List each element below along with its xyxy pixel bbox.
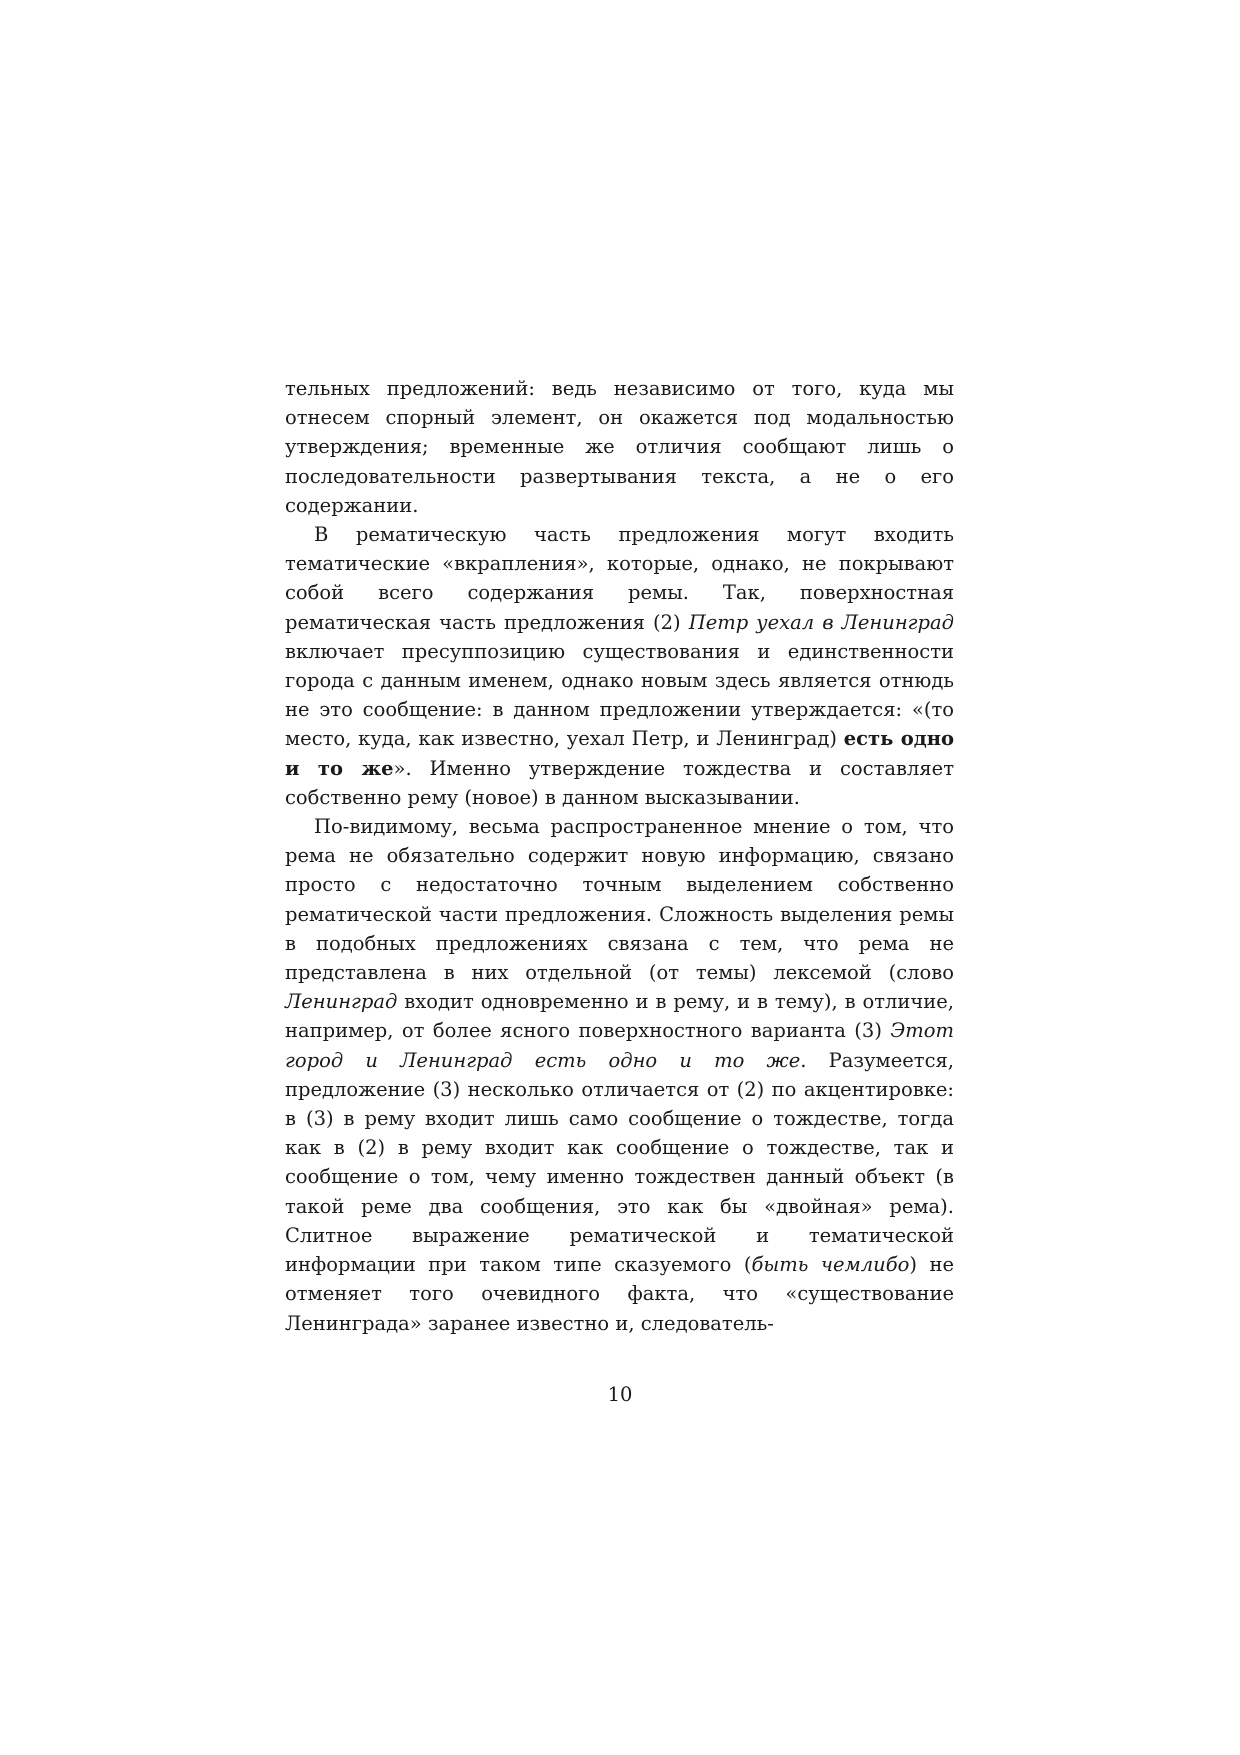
italic-example: Этот город и Ленинград есть одно и то же	[285, 1019, 954, 1072]
body-text	[285, 374, 954, 1338]
italic-example: быть чемлибо	[751, 1253, 910, 1277]
text-segment: По-видимому, весьма распространенное мнение о том, что рема не обязательно содержит новую информацию, связано просто с недостаточно точным выделением собственно рематической части предложения. Сложность выделения ремы в подобных предложениях связана с тем, что рема не представлена в них отдельной (от темы) лексемой (слово	[285, 815, 954, 985]
text-segment: . Разумеется, предложение (3) несколько отличается от (2) по акцентировке: в (3) в рему входит лишь само сообщение о тождестве, тогда как в (2) в рему входит как сообщение о тождестве, так и сообщение о том, чему именно тождествен данный объект (в такой реме два сообщения, это как бы «двойная» рема). Слитное выражение рематической и тематической информации при таком типе сказуемого (	[285, 1048, 954, 1277]
paragraph-continuation	[285, 374, 954, 520]
text-segment: включает пресуппозицию существования и единственности города с данным именем, однако новым здесь является отнюдь не это сообщение: в данном предложении утверждается: «(то место, куда, как известно, уехал Петр, и Ленинград)	[285, 639, 954, 751]
italic-example: Петр уехал в Ленинград	[688, 610, 954, 634]
paragraph-rheme-inclusions	[285, 520, 954, 812]
text-segment: ». Именно утверждение тождества и составляет собственно рему (новое) в данном высказывании.	[285, 756, 954, 809]
text-segment: входит одновременно и в рему, и в тему), в отличие, например, от более ясного поверхностного варианта (3)	[285, 990, 954, 1043]
text-segment: тельных предложений: ведь независимо от того, куда мы отнесем спорный элемент, он окажется под модальностью утверждения; временные же отличия сообщают лишь о последовательности развертывания текста, а не о его содержании.	[285, 377, 954, 517]
paragraph-rheme-new-information	[285, 812, 954, 1338]
bold-emphasis: есть одно и то же	[285, 727, 954, 780]
text-segment: В рематическую часть предложения могут входить тематические «вкрапления», которые, однако, не покрывают собой всего содержания ремы. Так, поверхностная рематическая часть предложения (2)	[285, 523, 954, 634]
text-segment: ) не отменяет того очевидного факта, что «существование Ленинграда» заранее известно и, следователь-	[285, 1253, 955, 1335]
page-number: 10	[607, 1383, 633, 1406]
italic-example: Ленинград	[285, 990, 398, 1014]
